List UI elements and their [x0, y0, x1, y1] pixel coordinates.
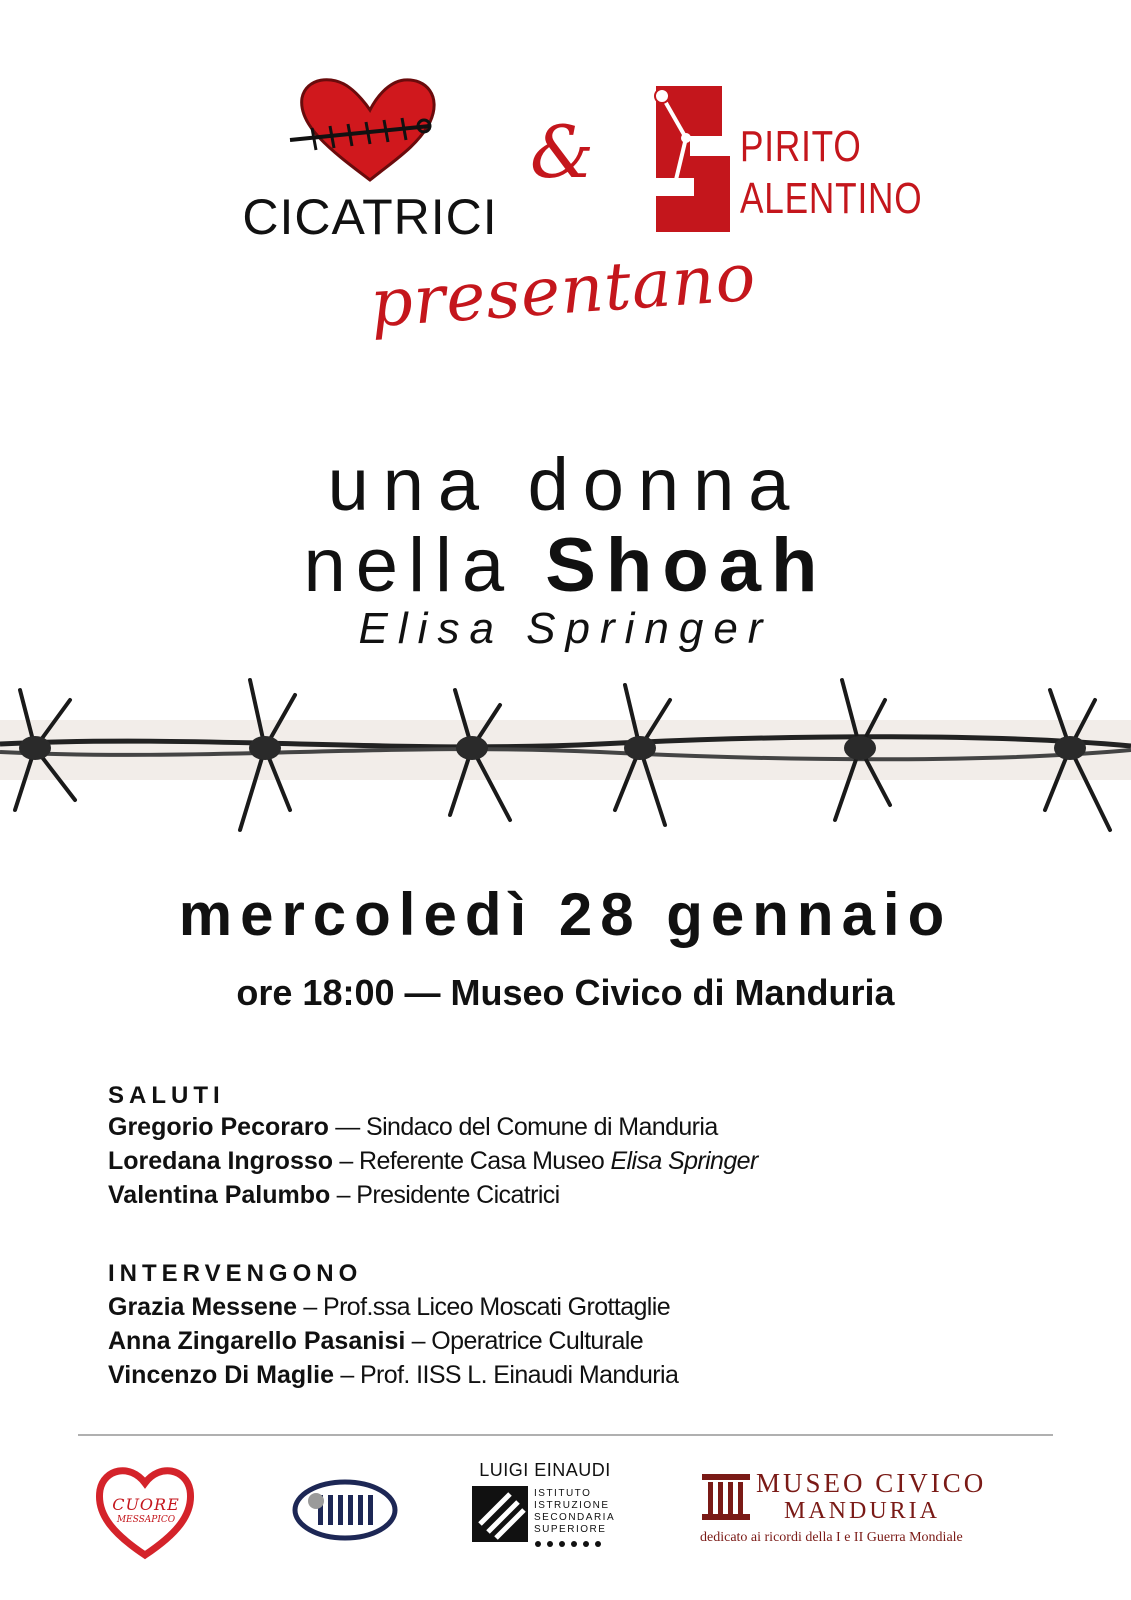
person-role: – Prof. IISS L. Einaudi Manduria — [333, 1361, 679, 1389]
museo-civico-logo — [700, 1468, 1045, 1558]
museo-line2: MANDURIA — [784, 1498, 940, 1524]
ministry-emblem-icon — [290, 1475, 400, 1545]
einaudi-line: SECONDARIA — [534, 1512, 616, 1523]
person-name: Valentina Palumbo — [108, 1181, 331, 1209]
person-name: Loredana Ingrosso — [108, 1147, 334, 1175]
person-name: Grazia Messene — [108, 1293, 297, 1321]
person-name: Gregorio Pecoraro — [108, 1113, 329, 1141]
person-role: – Operatrice Culturale — [405, 1327, 644, 1355]
cuore-messapico-logo — [90, 1455, 200, 1565]
presentano-script — [360, 240, 780, 350]
intervengono-list — [108, 1290, 678, 1392]
einaudi-title: LUIGI EINAUDI — [479, 1460, 611, 1480]
title-line-2 — [0, 522, 1131, 609]
einaudi-line: ISTRUZIONE — [534, 1500, 610, 1511]
person-role: – Referente Casa Museo — [333, 1147, 611, 1175]
person-role: – Presidente Cicatrici — [330, 1181, 560, 1209]
salentino-wordmark: ALENTINO — [740, 174, 923, 223]
list-item — [108, 1144, 758, 1178]
museo-column-icon — [700, 1472, 752, 1522]
list-item — [108, 1358, 678, 1392]
subtitle-elisa-springer: Elisa Springer — [358, 604, 773, 653]
list-item — [108, 1178, 758, 1212]
saluti-list — [108, 1110, 758, 1212]
einaudi-line: SUPERIORE — [534, 1524, 607, 1535]
person-role: — Sindaco del Comune di Manduria — [328, 1113, 718, 1141]
spirito-salentino-logo — [650, 78, 923, 238]
saluti-heading: SALUTI — [108, 1082, 225, 1109]
ampersand: & — [530, 110, 595, 194]
einaudi-line: ISTITUTO — [534, 1488, 592, 1499]
cicatrici-wordmark: CICATRICI — [242, 189, 498, 245]
event-date: mercoledì 28 gennaio — [178, 881, 953, 948]
spirito-s-mark-icon — [650, 78, 740, 238]
barbed-wire-illustration — [0, 660, 1131, 860]
list-item — [108, 1324, 678, 1358]
museo-line1: MUSEO CIVICO — [756, 1468, 987, 1498]
museo-line3: dedicato ai ricordi della I e II Guerra Mondiale — [700, 1530, 963, 1545]
cuore-line2: MESSAPICO — [116, 1515, 176, 1525]
title-line-1: una donna — [327, 443, 804, 526]
spirito-wordmark: PIRITO — [740, 122, 862, 171]
einaudi-e-mark-icon — [470, 1484, 530, 1544]
person-role-italic: Elisa Springer — [610, 1147, 758, 1175]
list-item — [108, 1290, 678, 1324]
presentano-text: presentano — [367, 238, 759, 343]
title-shoah: Shoah — [545, 523, 828, 608]
intervengono-heading: INTERVENGONO — [108, 1260, 363, 1287]
cicatrici-logo — [220, 70, 520, 245]
person-name: Vincenzo Di Maglie — [108, 1361, 334, 1389]
person-name: Anna Zingarello Pasanisi — [108, 1327, 406, 1355]
footer-divider — [78, 1434, 1053, 1436]
list-item — [108, 1110, 758, 1144]
einaudi-logo — [470, 1460, 620, 1570]
person-role: – Prof.ssa Liceo Moscati Grottaglie — [297, 1293, 671, 1321]
einaudi-dots-icon — [534, 1540, 614, 1548]
title-line-2-prefix: nella — [303, 523, 546, 608]
cuore-line1: CUORE — [112, 1495, 180, 1514]
event-time-place: ore 18:00 — Museo Civico di Manduria — [236, 972, 895, 1013]
stitched-heart-icon — [220, 70, 520, 190]
